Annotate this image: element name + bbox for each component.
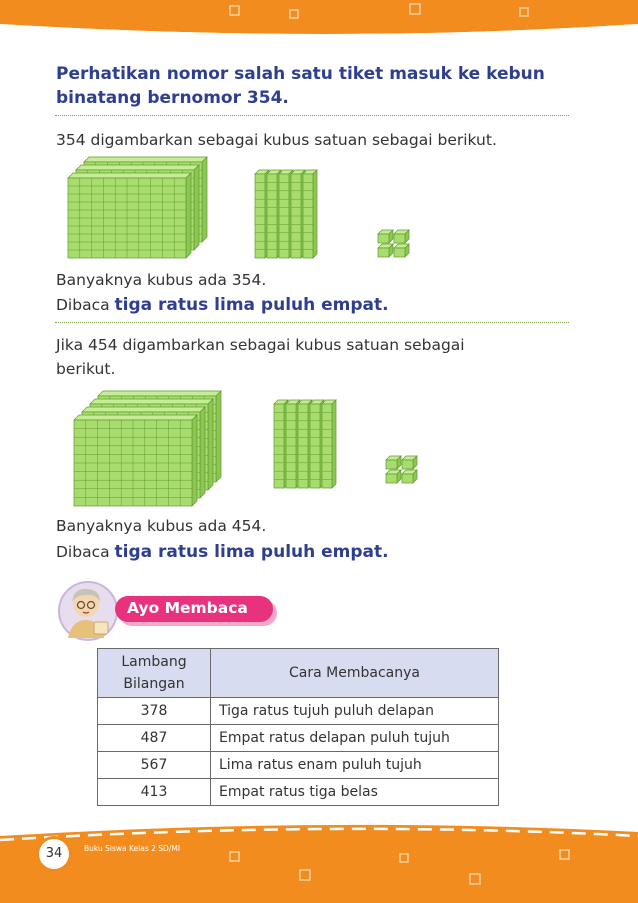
section1-reading [56, 293, 389, 317]
section1-count: Banyaknya kubus ada 354. [56, 271, 267, 289]
section2-description-line-2: berikut. [56, 360, 116, 378]
reading-label: Dibaca [56, 543, 115, 561]
dotted-divider [55, 115, 569, 116]
row-words: Tiga ratus tujuh puluh delapan [211, 698, 499, 725]
row-number: 487 [98, 725, 211, 752]
ayo-membaca-label: Ayo Membaca [127, 599, 248, 617]
row-words: Empat ratus delapan puluh tujuh [211, 725, 499, 752]
header-lambang-bilangan [98, 649, 211, 698]
row-number: 378 [98, 698, 211, 725]
reading-label: Dibaca [56, 296, 115, 314]
table-row [98, 725, 499, 752]
base-ten-blocks-454 [66, 380, 446, 510]
intro-line-2: binatang bernomor 354. [56, 88, 289, 108]
bottom-decorative-band [0, 812, 638, 903]
row-number: 413 [98, 779, 211, 806]
unit-cube [394, 244, 409, 257]
hundred-flat [74, 415, 197, 506]
header-col1-line2: Bilangan [123, 676, 185, 692]
unit-cube [378, 244, 393, 257]
reading-value: tiga ratus lima puluh empat. [114, 295, 389, 315]
intro-line-1: Perhatikan nomor salah satu tiket masuk ke kebun [56, 64, 545, 84]
row-words: Empat ratus tiga belas [211, 779, 499, 806]
header-col1-line1: Lambang [121, 654, 187, 670]
table-row [98, 752, 499, 779]
unit-cube [394, 230, 409, 243]
ten-rod [322, 400, 336, 488]
unit-cube [386, 456, 401, 469]
header-cara-membacanya: Cara Membacanya [211, 649, 499, 698]
page-number: 34 [36, 836, 72, 872]
row-words: Lima ratus enam puluh tujuh [211, 752, 499, 779]
unit-cube [402, 456, 417, 469]
table-header-row [98, 649, 499, 698]
dotted-divider [55, 322, 569, 323]
top-decorative-band [0, 0, 638, 50]
row-number: 567 [98, 752, 211, 779]
teacher-mascot-icon [56, 580, 120, 642]
ayo-membaca-badge [115, 596, 273, 622]
reading-value: tiga ratus lima puluh empat. [114, 542, 389, 562]
table-row [98, 779, 499, 806]
ten-rod [303, 170, 317, 258]
number-reading-table [97, 648, 499, 806]
section2-reading [56, 540, 389, 564]
hundred-flat [68, 173, 191, 258]
table-row [98, 698, 499, 725]
section2-count: Banyaknya kubus ada 454. [56, 517, 267, 535]
book-title: Buku Siswa Kelas 2 SD/MI [84, 844, 181, 853]
unit-cube [378, 230, 393, 243]
section2-description-line-1: Jika 454 digambarkan sebagai kubus satuan sebagai [56, 336, 465, 354]
unit-cube [402, 470, 417, 483]
section1-description: 354 digambarkan sebagai kubus satuan sebagai berikut. [56, 131, 497, 149]
base-ten-blocks-354 [60, 150, 440, 262]
unit-cube [386, 470, 401, 483]
